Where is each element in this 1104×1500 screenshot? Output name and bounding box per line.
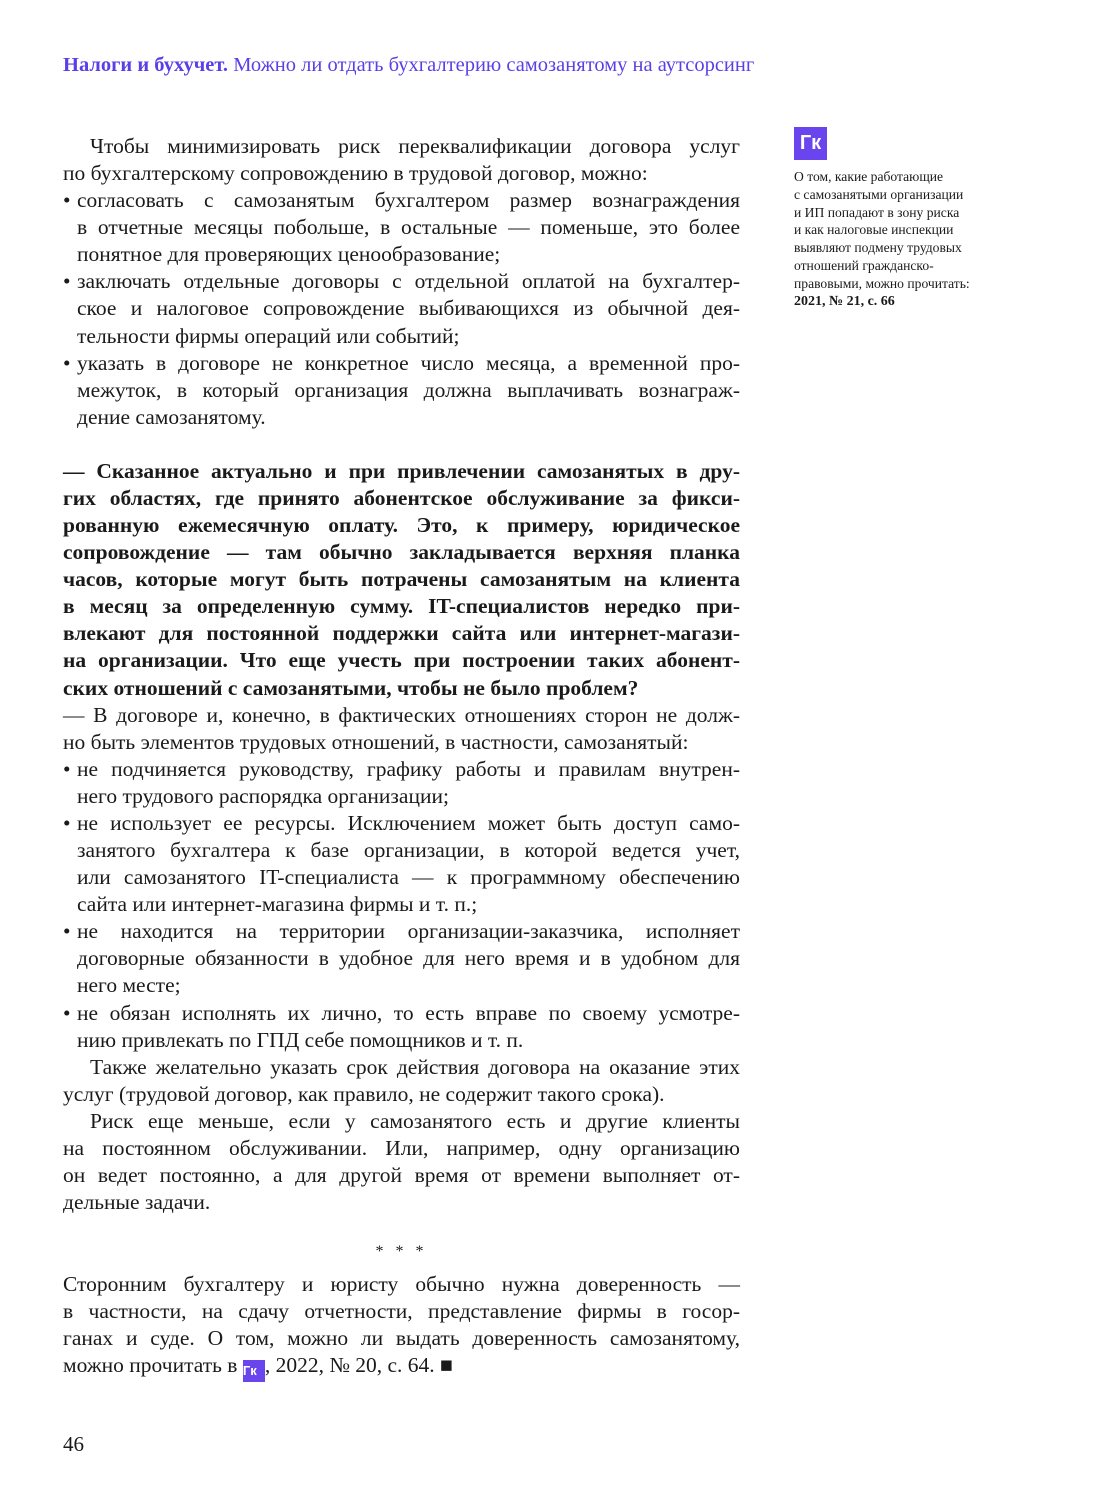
question-paragraph — [63, 458, 740, 702]
bullet-icon: • — [63, 919, 71, 944]
text-line: дение самозанятому. — [77, 404, 266, 429]
text-line: Сторонним бухгалтеру и юристу обычно нужна доверенность — — [63, 1272, 740, 1296]
text-line: дельные задачи. — [63, 1190, 211, 1215]
sidebar-line: и как налоговые инспекции — [794, 222, 954, 238]
text-line: нию привлекать по ГПД себе помощников и т. п. — [77, 1027, 524, 1052]
sidebar-line: и ИП попадают в зону риска — [794, 204, 960, 220]
bullet-item — [63, 268, 740, 349]
text-line: занятого бухгалтера к базе организации, в которой ведется учет, — [77, 838, 740, 863]
text-line: — Сказанное актуально и при привлечении самозанятых в дру- — [63, 458, 740, 483]
bullet-icon: • — [63, 188, 71, 213]
text-line: часов, которые могут быть потрачены самозанятым на клиента — [63, 567, 740, 592]
text-line: Также желательно указать срок действия договора на оказание этих — [90, 1054, 740, 1079]
bullet-item — [63, 1000, 740, 1054]
text-segment: можно прочитать в — [63, 1353, 238, 1378]
text-line: он ведет постоянно, а для другой время от времени выполняет от- — [63, 1162, 740, 1187]
text-segment: , 2022, № 20, с. 64. — [264, 1353, 435, 1378]
bullet-icon: • — [63, 810, 71, 835]
sidebar-line: О том, какие работающие — [794, 169, 944, 184]
text-line: сопровождение — там обычно закладывается верхняя планка — [63, 540, 740, 565]
text-line: сайта или интернет-магазина фирмы и т. п.; — [77, 892, 478, 917]
text-line: Риск еще меньше, если у самозанятого есть и другие клиенты — [90, 1108, 740, 1133]
text-line — [63, 1352, 740, 1379]
text-line: него месте; — [77, 973, 181, 998]
bullet-item — [63, 918, 740, 999]
text-line: не использует ее ресурсы. Исключением может быть доступ само- — [77, 810, 740, 835]
text-line: в отчетные месяцы побольше, в остальные — поменьше, это более — [77, 215, 740, 240]
text-line: тельности фирмы операций или событий; — [77, 323, 460, 348]
para-paragraph — [63, 1054, 740, 1108]
spacer — [63, 431, 740, 458]
text-line: заключать отдельные договоры с отдельной оплатой на бухгалтер- — [77, 269, 740, 294]
text-line: не обязан исполнять их лично, то есть вправе по своему усмотре- — [77, 1000, 740, 1025]
text-line: него трудового распорядка организации; — [77, 783, 449, 808]
bullet-icon: • — [63, 1000, 71, 1025]
text-line: в месяц за определенную сумму. IT-специалистов нередко при- — [63, 594, 740, 619]
text-line: согласовать с самозанятым бухгалтером размер вознаграждения — [77, 188, 740, 213]
text-line: в частности, на сдачу отчетности, представление фирмы в госор- — [63, 1299, 740, 1324]
running-header — [63, 54, 754, 77]
sidebar-line: с самозанятыми организации — [794, 186, 964, 202]
gk-logo-icon: Гк — [794, 127, 827, 160]
text-line: договорные обязанности в удобное для него время и в удобном для — [77, 946, 740, 971]
para-paragraph — [63, 1108, 740, 1216]
header-section: Налоги и бухучет. — [63, 54, 229, 76]
para-paragraph — [63, 133, 740, 187]
closing-paragraph — [63, 1271, 740, 1379]
sidebar-line: выявляют подмену трудовых — [794, 240, 962, 256]
bullet-item — [63, 187, 740, 268]
text-line: — В договоре и, конечно, в фактических отношениях сторон не долж- — [63, 702, 740, 727]
section-separator: * * * — [375, 1243, 428, 1260]
text-line: ских отношений с самозанятыми, чтобы не было проблем? — [63, 675, 639, 700]
text-line: но быть элементов трудовых отношений, в частности, самозанятый: — [63, 729, 689, 754]
text-line: рованную ежемесячную оплату. Это, к примеру, юридическое — [63, 513, 740, 538]
bullet-icon: • — [63, 269, 71, 294]
text-line: Чтобы минимизировать риск переквалификации договора услуг — [90, 134, 740, 158]
sidebar-line: отношений гражданско- — [794, 257, 934, 273]
text-line: не подчиняется руководству, графику работы и правилам внутрен- — [77, 756, 740, 781]
sidebar-issue-reference: 2021, № 21, с. 66 — [794, 293, 895, 309]
text-line: на постоянном обслуживании. Или, например, одну организацию — [63, 1135, 740, 1160]
sidebar-reference — [794, 127, 1009, 310]
bullet-icon: • — [63, 350, 71, 375]
sidebar-line: правовыми, можно прочитать: — [794, 275, 970, 291]
text-line: не находится на территории организации-заказчика, исполняет — [77, 919, 740, 944]
bullet-item — [63, 350, 740, 431]
gk-logo-icon: Гк — [243, 1360, 265, 1382]
end-mark-icon: ■ — [440, 1353, 454, 1378]
answer-paragraph — [63, 702, 740, 756]
article-body — [63, 133, 740, 1216]
bullet-item — [63, 756, 740, 810]
text-line: влекают для постоянной поддержки сайта или интернет-магази- — [63, 621, 740, 646]
text-line: ское и налоговое сопровождение выбивающихся из обычной дея- — [77, 296, 740, 321]
bullet-icon: • — [63, 756, 71, 781]
text-line: указать в договоре не конкретное число месяца, а временной про- — [77, 350, 740, 375]
text-line: понятное для проверяющих ценообразование; — [77, 242, 501, 267]
text-line: по бухгалтерскому сопровождению в трудовой договор, можно: — [63, 161, 648, 186]
text-line: на организации. Что еще учесть при построении таких абонент- — [63, 648, 740, 673]
text-line: гих областях, где принято абонентское обслуживание за фикси- — [63, 486, 740, 511]
page-number: 46 — [63, 1432, 84, 1456]
header-title: Можно ли отдать бухгалтерию самозанятому на аутсорсинг — [233, 54, 755, 76]
text-line: услуг (трудовой договор, как правило, не содержит такого срока). — [63, 1081, 665, 1106]
text-line: межуток, в который организация должна выплачивать вознаграж- — [77, 377, 740, 402]
text-line: ганах и суде. О том, можно ли выдать доверенность самозанятому, — [63, 1326, 740, 1351]
text-line: или самозанятого IT-специалиста — к программному обеспечению — [77, 865, 740, 890]
bullet-item — [63, 810, 740, 918]
sidebar-text — [794, 168, 1009, 310]
